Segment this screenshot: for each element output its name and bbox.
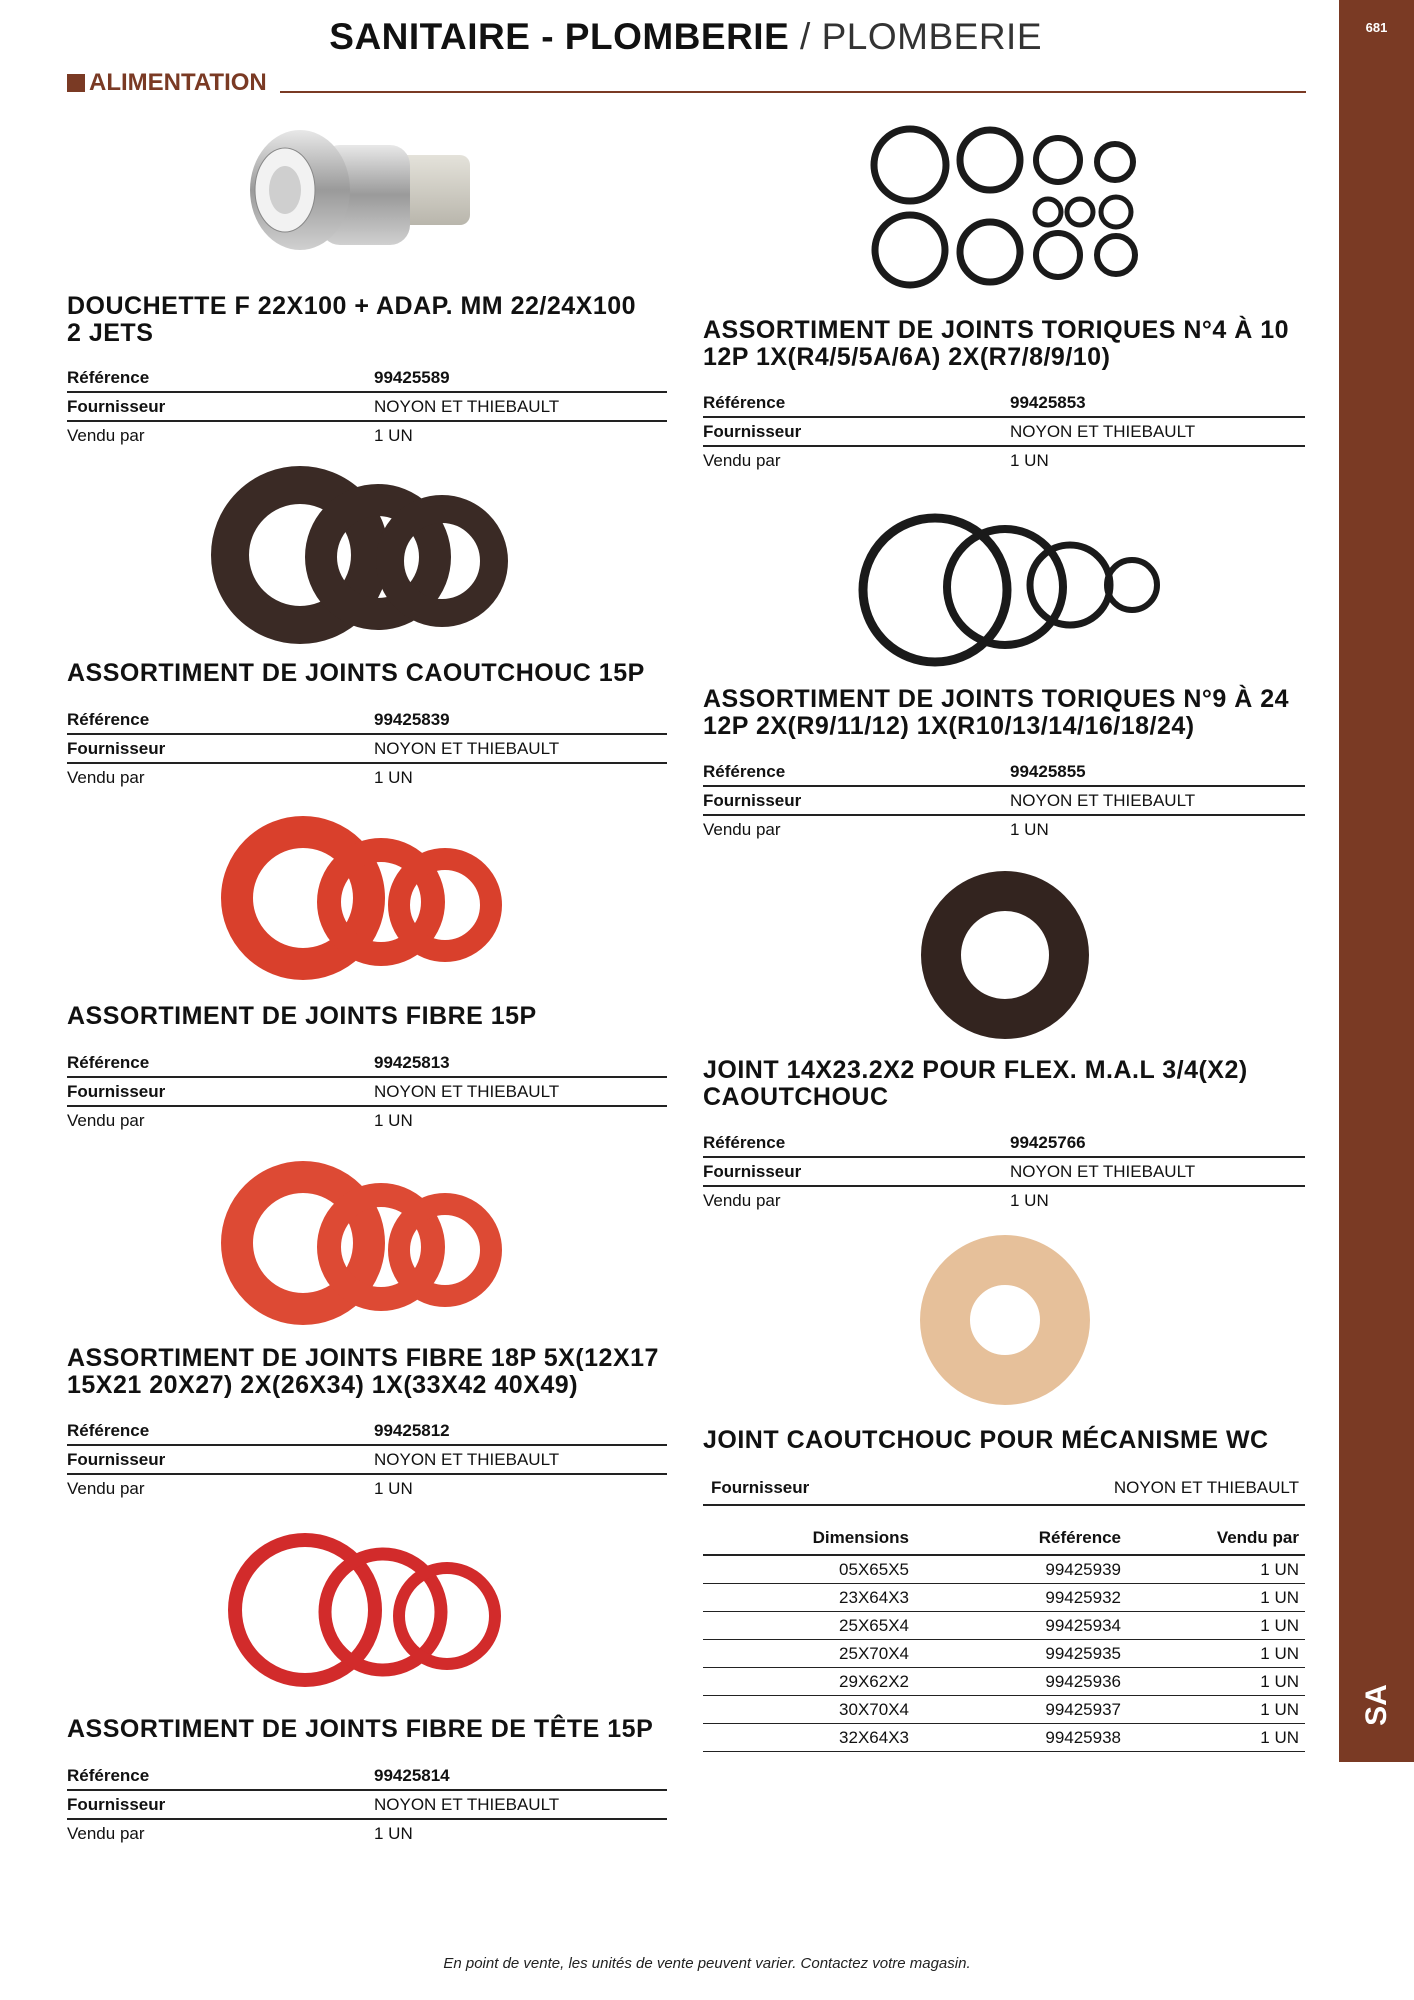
supplier-value: NOYON ET THIEBAULT [374,1445,667,1474]
title-line: ASSORTIMENT DE JOINTS CAOUTCHOUC 15P [67,659,645,687]
sold-by-label: Vendu par [703,1190,781,1210]
reference-cell: 99425935 [915,1640,1127,1668]
sold-by-label: Vendu par [703,819,781,839]
product-title [67,293,636,347]
reference-label: Référence [67,1049,374,1077]
section-divider [280,91,1306,93]
shower-head-image [240,120,490,270]
supplier-value: NOYON ET THIEBAULT [1010,417,1305,446]
reference-label: Référence [67,1417,374,1445]
reference-label: Référence [703,1129,1010,1157]
reference-label: Référence [703,758,1010,786]
sold-by-cell: 1 UN [1127,1555,1305,1584]
reference-cell: 99425932 [915,1584,1127,1612]
title-line: 15X21 20X27) 2X(26X34) 1X(33X42 40X49) [67,1371,579,1399]
supplier-value: NOYON ET THIEBAULT [374,1077,667,1106]
sold-by-value: 1 UN [1010,819,1049,839]
sold-by-value: 1 UN [374,1478,413,1498]
spec-table [703,389,1305,474]
spec-table [703,758,1305,843]
title-line: DOUCHETTE F 22X100 + ADAP. MM 22/24X100 [67,292,637,320]
title-line: ASSORTIMENT DE JOINTS FIBRE 18P 5X(12X17 [67,1344,659,1372]
sold-by-value: 1 UN [1010,1190,1049,1210]
product-title [703,317,1289,371]
sold-by-cell: 1 UN [1127,1640,1305,1668]
sold-by-label: Vendu par [67,1478,145,1498]
sold-by-label: Vendu par [67,1110,145,1130]
wc-supplier-row [703,1474,1305,1506]
dimensions-table [703,1522,1305,1752]
sold-by-cell: 1 UN [1127,1724,1305,1752]
title-line: ASSORTIMENT DE JOINTS TORIQUES N°9 À 24 [703,685,1290,713]
dimension-cell: 23X64X3 [703,1584,915,1612]
sold-by-value: 1 UN [374,425,413,445]
supplier-value: NOYON ET THIEBAULT [374,734,667,763]
spec-table [67,364,667,449]
reference-value: 99425589 [374,364,667,392]
supplier-label: Fournisseur [67,1077,374,1106]
supplier-label: Fournisseur [711,1478,810,1497]
reference-label: Référence [67,706,374,734]
title-line: ASSORTIMENT DE JOINTS FIBRE 15P [67,1002,537,1030]
col-sold-by: Vendu par [1127,1522,1305,1555]
title-line: 12P 1X(R4/5/5A/6A) 2X(R7/8/9/10) [703,343,1111,371]
product-title [67,1716,653,1743]
reference-cell: 99425936 [915,1668,1127,1696]
dimension-cell: 25X65X4 [703,1612,915,1640]
title-line: CAOUTCHOUC [703,1083,889,1111]
reference-value: 99425839 [374,706,667,734]
sold-by-cell: 1 UN [1127,1584,1305,1612]
sold-by-value: 1 UN [374,1823,413,1843]
sold-by-label: Vendu par [67,767,145,787]
reference-cell: 99425939 [915,1555,1127,1584]
supplier-value: NOYON ET THIEBAULT [1010,1157,1305,1186]
sold-by-cell: 1 UN [1127,1612,1305,1640]
product-title [67,660,645,687]
sold-by-label: Vendu par [67,1823,145,1843]
reference-cell: 99425938 [915,1724,1127,1752]
title-line: 12P 2X(R9/11/12) 1X(R10/13/14/16/18/24) [703,712,1195,740]
rubber-gaskets-image [210,465,530,645]
table-row [703,1696,1305,1724]
category-title: SANITAIRE - PLOMBERIE [329,16,790,57]
table-row [703,1555,1305,1584]
sold-by-label: Vendu par [67,425,145,445]
spec-table [67,1762,667,1847]
reference-value: 99425766 [1010,1129,1305,1157]
title-line: JOINT 14X23.2X2 POUR FLEX. M.A.L 3/4(X2) [703,1056,1248,1084]
title-line: ASSORTIMENT DE JOINTS TORIQUES N°4 À 10 [703,316,1290,344]
wc-gasket-image [905,1235,1105,1405]
reference-value: 99425812 [374,1417,667,1445]
col-reference: Référence [915,1522,1127,1555]
table-row [703,1640,1305,1668]
o-rings-image [835,505,1175,675]
title-line: 2 JETS [67,319,154,347]
category-subtitle: / PLOMBERIE [800,16,1042,57]
product-title [67,1003,537,1030]
table-row [703,1612,1305,1640]
spec-table [703,1129,1305,1214]
supplier-value: NOYON ET THIEBAULT [1113,1478,1299,1497]
sold-by-value: 1 UN [374,767,413,787]
product-title: JOINT CAOUTCHOUC POUR MÉCANISME WC [703,1426,1269,1454]
dimension-cell: 30X70X4 [703,1696,915,1724]
product-title [67,1345,659,1399]
reference-label: Référence [67,364,374,392]
fiber-gaskets-image [215,810,525,985]
section-tab-label: SA [1360,1684,1393,1726]
reference-label: Référence [67,1762,374,1790]
spec-table [67,706,667,791]
rubber-washer-image [915,865,1095,1045]
supplier-label: Fournisseur [67,392,374,421]
title-line: ASSORTIMENT DE JOINTS FIBRE DE TÊTE 15P [67,1715,654,1743]
sold-by-label: Vendu par [703,450,781,470]
table-row [703,1668,1305,1696]
table-row [703,1584,1305,1612]
dimension-cell: 05X65X5 [703,1555,915,1584]
reference-cell: 99425934 [915,1612,1127,1640]
o-rings-image [860,120,1150,290]
head-fiber-gaskets-image [215,1520,525,1700]
product-title [703,686,1289,740]
page-number: 681 [1365,20,1388,35]
supplier-label: Fournisseur [703,417,1010,446]
supplier-label: Fournisseur [703,1157,1010,1186]
spec-table [67,1049,667,1134]
col-dimensions: Dimensions [703,1522,915,1555]
supplier-value: NOYON ET THIEBAULT [374,1790,667,1819]
reference-value: 99425853 [1010,389,1305,417]
supplier-label: Fournisseur [67,1790,374,1819]
sold-by-cell: 1 UN [1127,1696,1305,1724]
section-marker [67,74,85,92]
dimension-cell: 25X70X4 [703,1640,915,1668]
dimension-cell: 29X62X2 [703,1668,915,1696]
page-title [329,16,1042,58]
spec-table [67,1417,667,1502]
sold-by-cell: 1 UN [1127,1668,1305,1696]
fiber-gaskets-image [215,1155,525,1330]
reference-value: 99425814 [374,1762,667,1790]
section-title: ALIMENTATION [89,69,267,96]
table-row [703,1724,1305,1752]
reference-cell: 99425937 [915,1696,1127,1724]
supplier-value: NOYON ET THIEBAULT [1010,786,1305,815]
supplier-label: Fournisseur [67,1445,374,1474]
dimension-cell: 32X64X3 [703,1724,915,1752]
product-title [703,1057,1248,1111]
sold-by-value: 1 UN [374,1110,413,1130]
supplier-value: NOYON ET THIEBAULT [374,392,667,421]
sold-by-value: 1 UN [1010,450,1049,470]
reference-value: 99425813 [374,1049,667,1077]
reference-value: 99425855 [1010,758,1305,786]
reference-label: Référence [703,389,1010,417]
supplier-label: Fournisseur [67,734,374,763]
side-tab-strip [1339,0,1414,1762]
footer-note: En point de vente, les unités de vente peuvent varier. Contactez votre magasin. [443,1955,971,1972]
supplier-label: Fournisseur [703,786,1010,815]
